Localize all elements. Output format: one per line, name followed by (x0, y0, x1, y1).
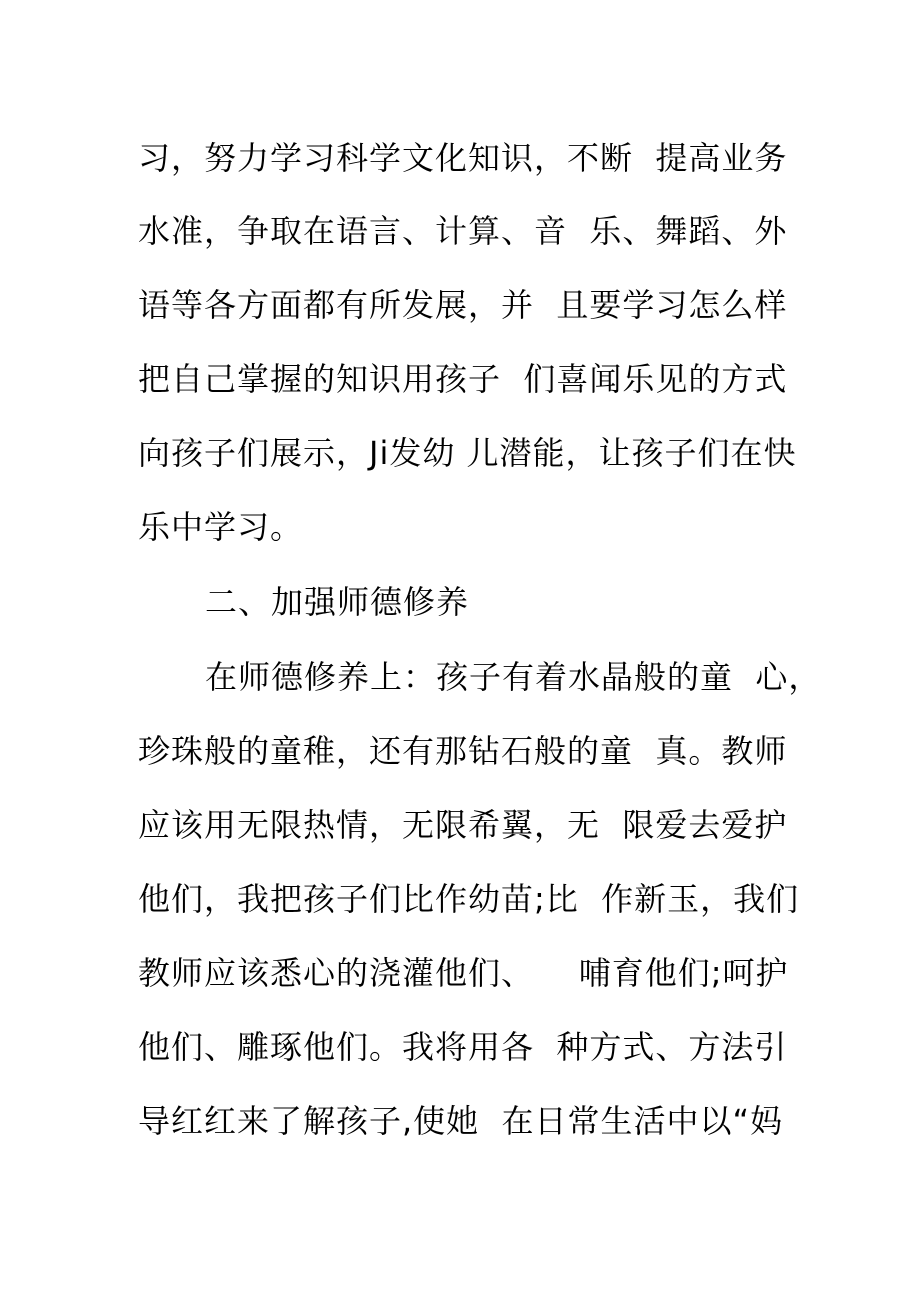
section-heading: 二、加强师德修养 (205, 583, 470, 621)
text-line: 向孩子们展示，Ji发幼 儿潜能，让孩子们在快 (138, 434, 797, 472)
text-line: 习，努力学习科学文化知识，不断 提高业务 (138, 139, 788, 177)
text-line: 语等各方面都有所发展，并 且要学习怎么样 (138, 286, 788, 324)
text-line: 把自己掌握的知识用孩子 们喜闻乐见的方式 (138, 360, 788, 398)
paragraph-first-line: 在师德修养上：孩子有着水晶般的童 心， (205, 658, 822, 696)
text-line: 教师应该悉心的浇灌他们、 哺育他们;呵护 (138, 954, 789, 992)
text-line: 应该用无限热情，无限希翼，无 限爱去爱护 (138, 806, 788, 844)
text-line: 导红红来了解孩子,使她 在日常生活中以“妈 (138, 1102, 784, 1140)
text-line: 珍珠般的童稚，还有那钻石般的童 真。教师 (138, 732, 788, 770)
text-line: 他们、雕琢他们。我将用各 种方式、方法引 (138, 1028, 788, 1066)
text-line: 水准，争取在语言、计算、音 乐、舞蹈、外 (138, 212, 788, 250)
text-line: 乐中学习。 (138, 508, 304, 546)
text-line: 他们，我把孩子们比作幼苗;比 作新玉，我们 (138, 880, 800, 918)
